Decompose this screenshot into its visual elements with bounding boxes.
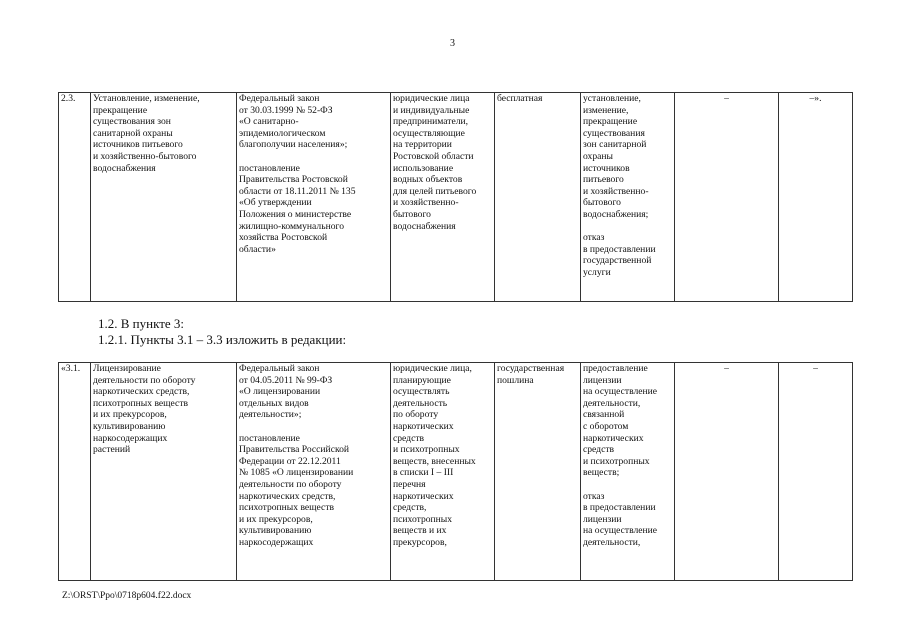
- page-number: 3: [450, 38, 455, 49]
- cell-text-line: культивированию: [93, 420, 166, 432]
- cell-text-line: прекращение: [93, 104, 148, 116]
- cell-text-line: наркотических: [393, 490, 454, 502]
- paragraph-1-2: 1.2. В пункте 3:: [98, 316, 185, 331]
- cell-text-line: от 30.03.1999 № 52-ФЗ: [239, 104, 333, 116]
- cell-text-line: деятельности,: [583, 536, 641, 548]
- cell-text-line: осуществляющие: [393, 127, 465, 139]
- cell-text-line: –: [724, 93, 729, 104]
- cell-dash-end: [779, 93, 853, 302]
- cell-text-line: наркотических: [583, 432, 644, 444]
- cell-number: [59, 93, 91, 302]
- cell-text-line: наркотических: [393, 420, 454, 432]
- cell-text-line: на осуществление: [583, 525, 658, 537]
- cell-text-line: и их прекурсоров,: [93, 409, 167, 421]
- cell-text-line: предоставление: [583, 363, 648, 374]
- cell-text-line: изменение,: [583, 104, 629, 116]
- cell-text-line: перечня: [393, 478, 426, 490]
- cell-service-name: [91, 363, 237, 581]
- services-table-row-2-3: [58, 92, 853, 302]
- cell-text-line: Ростовской области: [393, 150, 474, 162]
- cell-fee: [495, 93, 581, 302]
- cell-text-line: Федеральный закон: [239, 93, 320, 104]
- cell-text-line: бытового: [583, 197, 621, 209]
- cell-text-line: существования зон: [93, 116, 171, 128]
- cell-result: [581, 93, 675, 302]
- table-row: [59, 363, 853, 581]
- cell-number: [59, 363, 91, 581]
- cell-text-line: использование: [393, 162, 454, 174]
- cell-text-line: и индивидуальные: [393, 104, 470, 116]
- footer-file-path: Z:\ORST\Ppo\0718p604.f22.docx: [62, 591, 192, 601]
- cell-dash: [675, 363, 779, 581]
- cell-text-line: психотропных: [393, 513, 453, 525]
- cell-text-line: наркосодержащих: [239, 536, 314, 548]
- cell-service-name: [91, 93, 237, 302]
- cell-text-line: веществ, внесенных: [393, 455, 476, 467]
- cell-text-line: санитарной охраны: [93, 127, 173, 139]
- cell-text-line: водоснабжения: [93, 162, 156, 174]
- cell-text-line: области от 18.11.2011 № 135: [239, 185, 356, 197]
- cell-fee: [495, 363, 581, 581]
- cell-text-line: деятельность: [393, 397, 448, 409]
- cell-text-line: «Об утверждении: [239, 197, 312, 209]
- cell-text-line: 2.3.: [61, 93, 76, 104]
- cell-text-line: бесплатная: [497, 93, 543, 104]
- cell-text-line: государственная: [497, 363, 565, 374]
- cell-text-line: и их прекурсоров,: [239, 513, 313, 525]
- cell-text-line: лицензии: [583, 374, 622, 386]
- cell-text-line: жилищно-коммунального: [239, 220, 344, 232]
- cell-text-line: и психотропных: [393, 444, 460, 456]
- cell-text-line: источников: [583, 162, 630, 174]
- cell-text-line: наркотических средств,: [93, 386, 190, 398]
- cell-text-line: средств,: [393, 502, 427, 514]
- cell-text-line: эпидемиологическом: [239, 127, 326, 139]
- cell-text-line: на территории: [393, 139, 452, 151]
- cell-text-line: деятельности»;: [239, 409, 302, 421]
- cell-text-line: «3.1.: [61, 363, 81, 374]
- cell-text-line: бытового: [393, 208, 431, 220]
- cell-text-line: Лицензирование: [93, 363, 161, 374]
- cell-text-line: наркосодержащих: [93, 432, 168, 444]
- cell-text-line: постановление: [239, 432, 300, 444]
- cell-text-line: Положения о министерстве: [239, 208, 352, 220]
- cell-text-line: Правительства Ростовской: [239, 174, 348, 186]
- cell-text-line: Правительства Российской: [239, 444, 350, 456]
- cell-text-line: и психотропных: [583, 455, 650, 467]
- cell-text-line: водоснабжения;: [583, 208, 649, 220]
- cell-text-line: планирующие: [393, 374, 451, 386]
- cell-text-line: отказ: [583, 490, 605, 502]
- cell-text-line: деятельности по обороту: [239, 478, 342, 490]
- cell-text-line: прекурсоров,: [393, 536, 447, 548]
- cell-text-line: –».: [809, 93, 822, 104]
- cell-text-line: и хозяйственно-: [583, 185, 649, 197]
- cell-text-line: и хозяйственно-бытового: [93, 150, 197, 162]
- cell-dash-end: [779, 363, 853, 581]
- cell-text-line: отказ: [583, 232, 605, 244]
- cell-text-line: психотропных веществ: [239, 502, 335, 514]
- cell-text-line: услуги: [583, 266, 611, 278]
- cell-text-line: водных объектов: [393, 174, 463, 186]
- cell-text-line: области»: [239, 243, 276, 255]
- cell-text-line: Федерации от 22.12.2011: [239, 455, 341, 467]
- cell-text-line: –: [724, 363, 729, 374]
- cell-text-line: «О лицензировании: [239, 386, 321, 398]
- cell-text-line: [239, 151, 388, 163]
- cell-text-line: [583, 479, 672, 491]
- cell-text-line: юридические лица: [393, 93, 470, 104]
- cell-text-line: хозяйства Ростовской: [239, 232, 328, 244]
- cell-text-line: охраны: [583, 150, 613, 162]
- cell-text-line: благополучии населения»;: [239, 139, 348, 151]
- cell-text-line: лицензии: [583, 513, 622, 525]
- table-row: [59, 93, 853, 302]
- cell-applicants: [391, 93, 495, 302]
- cell-legal-basis: [237, 93, 391, 302]
- cell-text-line: Установление, изменение,: [93, 93, 200, 104]
- cell-text-line: прекращение: [583, 116, 638, 128]
- cell-text-line: растений: [93, 444, 131, 456]
- cell-text-line: [239, 421, 388, 433]
- cell-text-line: источников питьевого: [93, 139, 183, 151]
- cell-text-line: осуществлять: [393, 386, 450, 398]
- cell-text-line: деятельности по обороту: [93, 374, 196, 386]
- cell-applicants: [391, 363, 495, 581]
- cell-text-line: для целей питьевого: [393, 185, 477, 197]
- cell-text-line: предприниматели,: [393, 116, 469, 128]
- cell-text-line: деятельности,: [583, 397, 641, 409]
- cell-text-line: постановление: [239, 162, 300, 174]
- cell-text-line: пошлина: [497, 374, 534, 386]
- cell-text-line: в предоставлении: [583, 502, 656, 514]
- cell-text-line: средств: [393, 432, 425, 444]
- cell-result: [581, 363, 675, 581]
- cell-text-line: [583, 221, 672, 233]
- cell-text-line: на осуществление: [583, 386, 658, 398]
- cell-text-line: средств: [583, 444, 615, 456]
- cell-text-line: психотропных веществ: [93, 397, 189, 409]
- services-table-row-3-1: [58, 362, 853, 581]
- cell-text-line: веществ и их: [393, 525, 447, 537]
- cell-text-line: водоснабжения: [393, 220, 456, 232]
- cell-text-line: питьевого: [583, 174, 624, 186]
- cell-text-line: по обороту: [393, 409, 439, 421]
- cell-dash: [675, 93, 779, 302]
- paragraph-1-2-1: 1.2.1. Пункты 3.1 – 3.3 изложить в редакции:: [98, 332, 347, 347]
- cell-text-line: связанной: [583, 409, 625, 421]
- cell-text-line: установление,: [583, 93, 641, 104]
- cell-text-line: в предоставлении: [583, 243, 656, 255]
- cell-text-line: юридические лица,: [393, 363, 472, 374]
- cell-text-line: веществ;: [583, 467, 620, 479]
- cell-text-line: культивированию: [239, 525, 312, 537]
- cell-text-line: –: [813, 363, 818, 374]
- cell-text-line: отдельных видов: [239, 397, 309, 409]
- cell-text-line: существования: [583, 127, 645, 139]
- cell-text-line: № 1085 «О лицензировании: [239, 467, 354, 479]
- cell-text-line: от 04.05.2011 № 99-ФЗ: [239, 374, 333, 386]
- cell-text-line: государственной: [583, 255, 652, 267]
- cell-legal-basis: [237, 363, 391, 581]
- cell-text-line: с оборотом: [583, 420, 629, 432]
- cell-text-line: наркотических средств,: [239, 490, 336, 502]
- cell-text-line: и хозяйственно-: [393, 197, 459, 209]
- cell-text-line: в списки I – III: [393, 467, 454, 479]
- cell-text-line: зон санитарной: [583, 139, 647, 151]
- cell-text-line: Федеральный закон: [239, 363, 320, 374]
- cell-text-line: «О санитарно-: [239, 116, 299, 128]
